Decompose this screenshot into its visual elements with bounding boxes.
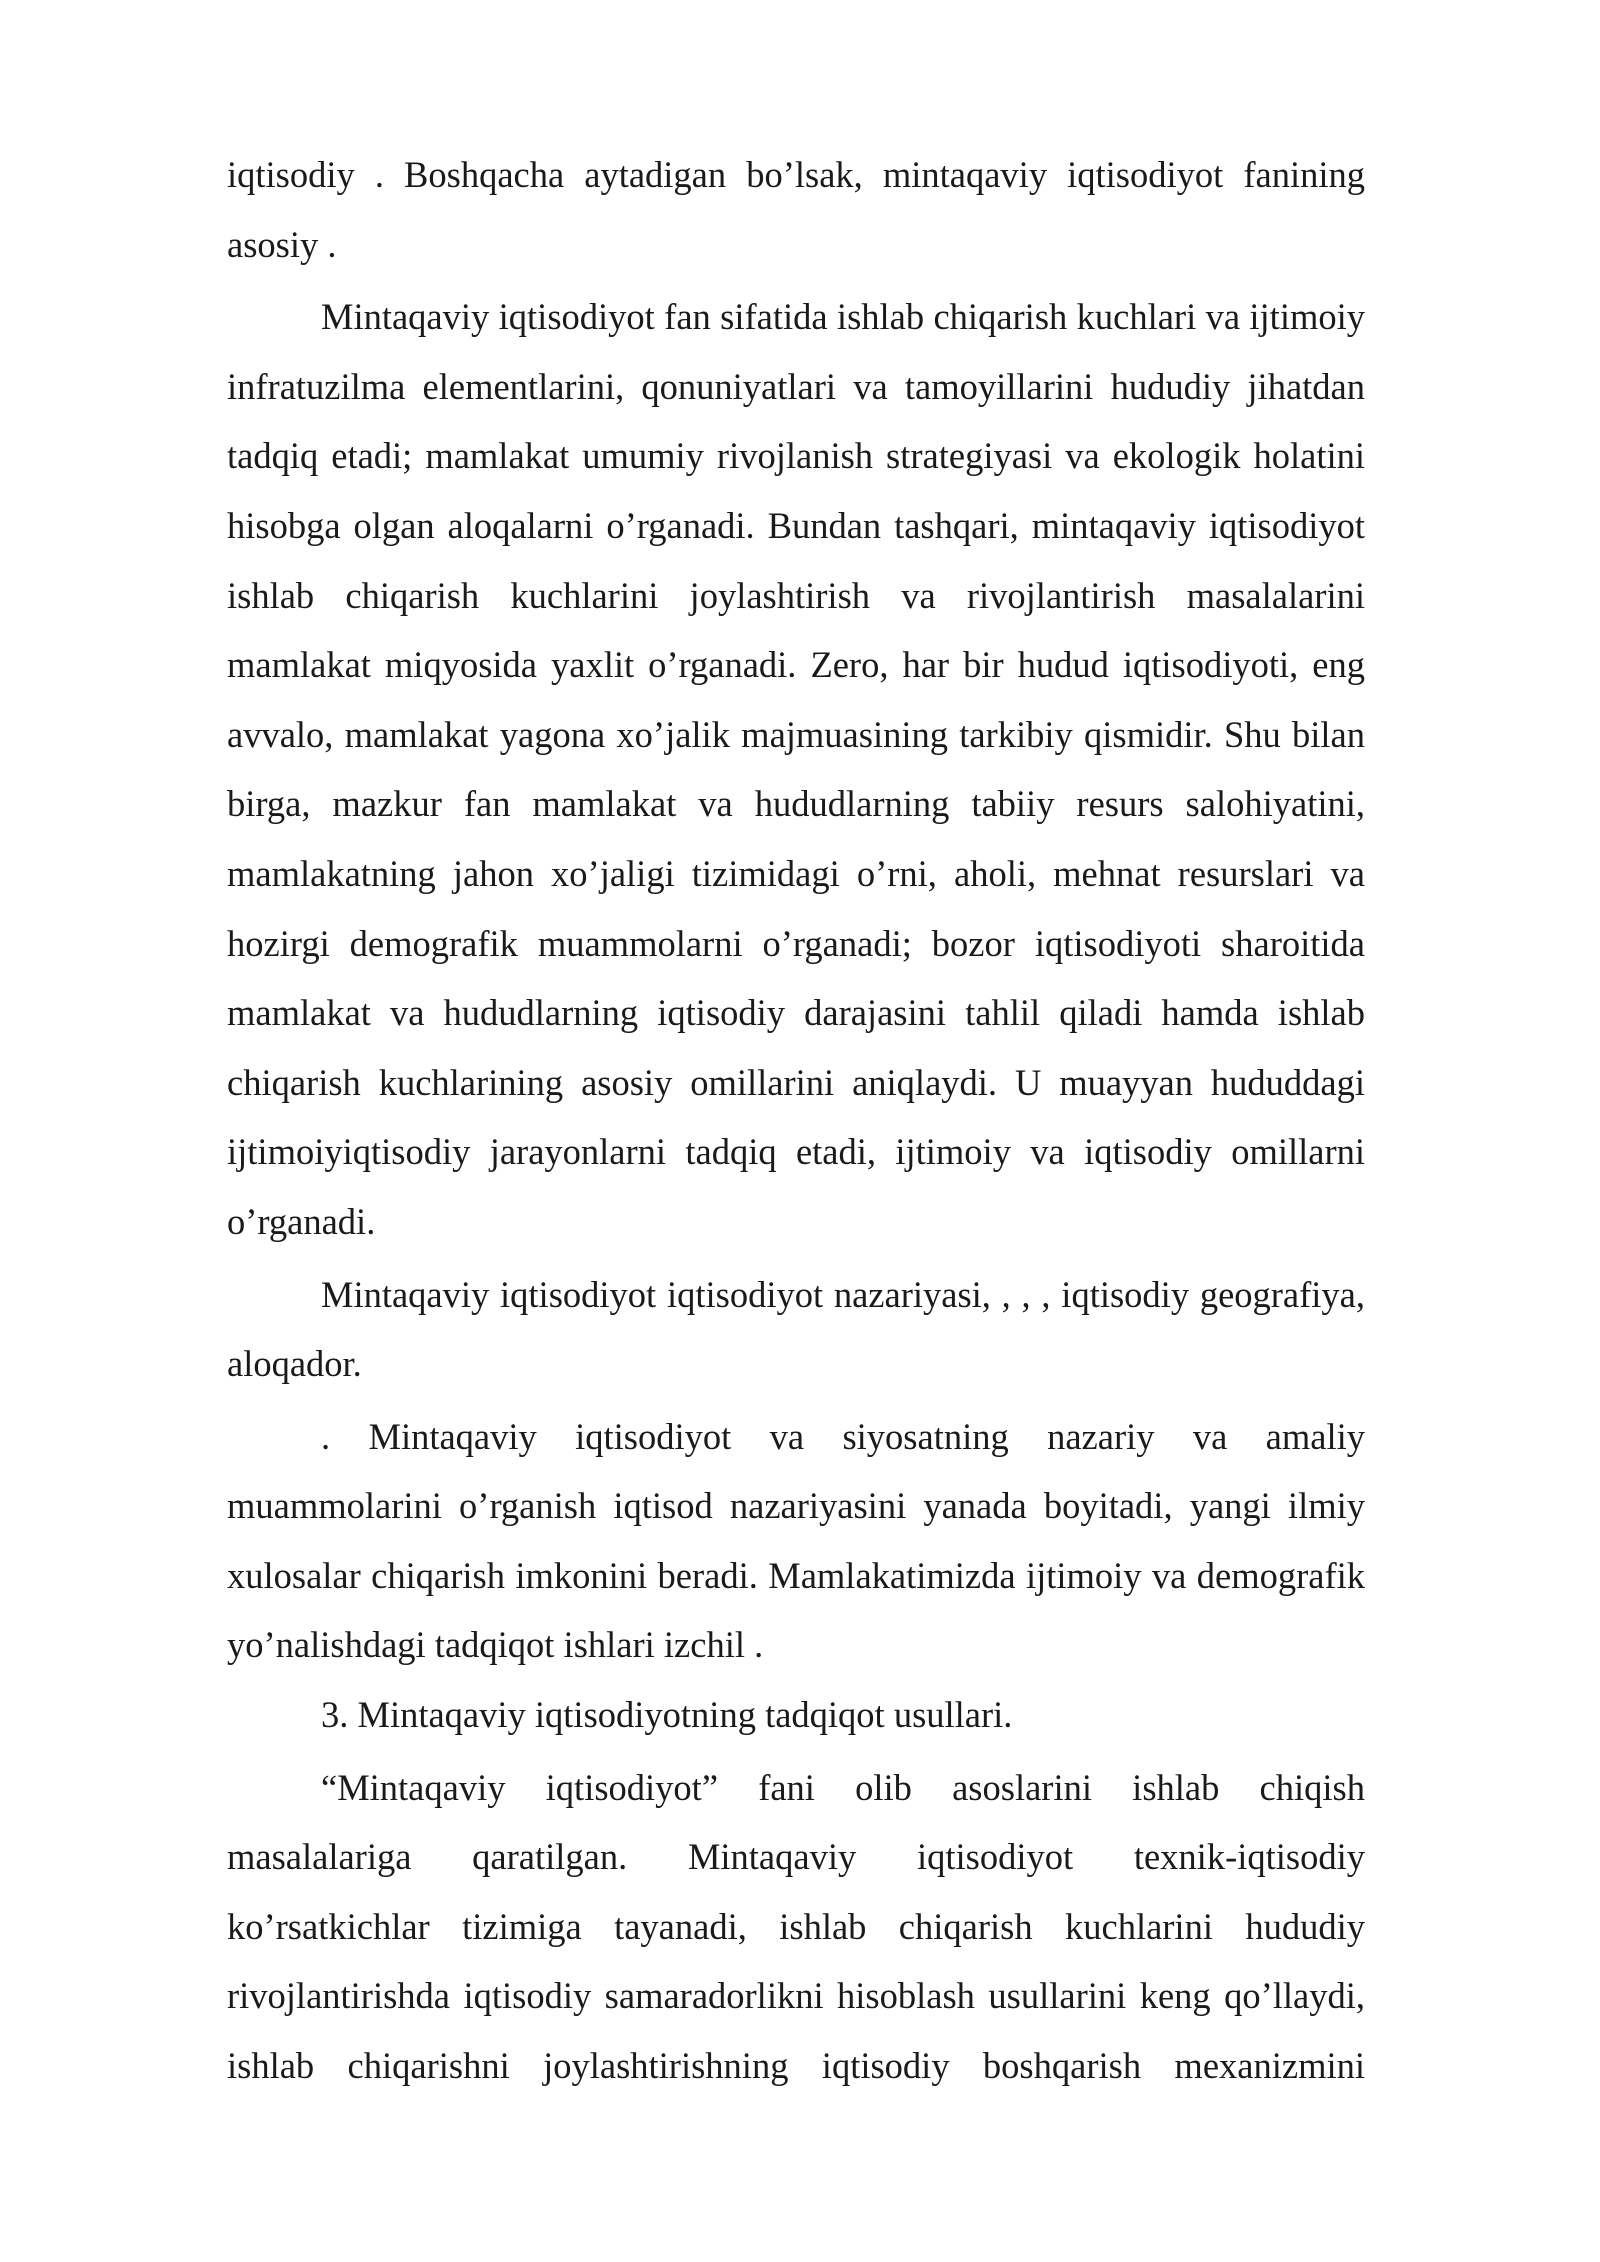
document-body [227, 140, 1365, 2101]
section-heading-research-methods: 3. Mintaqaviy iqtisodiyotning tadqiqot usullari. [321, 1694, 1013, 1736]
paragraph-intro-continuation: iqtisodiy . Boshqacha aytadigan bo’lsak, mintaqaviy iqtisodiyot fanining asosiy . [227, 154, 1365, 265]
paragraph-theory-practice: . Mintaqaviy iqtisodiyot va siyosatning nazariy va amaliy muammolarini o’rganish iqtisod nazariyasini yanada boyitadi, yangi ilmiy xulosalar chiqarish imkonini beradi. Mamlakatimizda ijtimoiy va demografik yo’nalishdagi tadqiqot ishlari izchil . [227, 1415, 1365, 1666]
paragraph-related-sciences: Mintaqaviy iqtisodiyot iqtisodiyot nazariyasi, , , , iqtisodiy geografiya, aloqador. [227, 1273, 1365, 1385]
paragraph-field-definition: Mintaqaviy iqtisodiyot fan sifatida ishlab chiqarish kuchlari va ijtimoiy infratuzilma elementlarini, qonuniyatlari va tamoyillarini hududiy jihatdan tadqiq etadi; mamlakat umumiy rivojlanish strategiyasi va ekologik holatini hisobga olgan aloqalarni o’rganadi. Bundan tashqari, mintaqaviy iqtisodiyot ishlab chiqarish kuchlarini joylashtirish va rivojlantirish masalalarini mamlakat miqyosida yaxlit o’rganadi. Zero, har bir hudud iqtisodiyoti, eng avvalo, mamlakat yagona xo’jalik majmuasining tarkibiy qismidir. Shu bilan birga, mazkur fan mamlakat va hududlarning tabiiy resurs salohiyatini, mamlakatning jahon xo’jaligi tizimidagi o’rni, aholi, mehnat resurslari va hozirgi demografik muammolarni o’rganadi; bozor iqtisodiyoti sharoitida mamlakat va hududlarning iqtisodiy darajasini tahlil qiladi hamda ishlab chiqarish kuchlarining asosiy omillarini aniqlaydi. U muayyan hududdagi ijtimoiyiqtisodiy jarayonlarni tadqiq etadi, ijtimoiy va iqtisodiy omillarni o’rganadi. [227, 296, 1365, 1242]
paragraph-research-methods: “Mintaqaviy iqtisodiyot” fani olib asoslarini ishlab chiqish masalalariga qaratilgan. Mintaqaviy iqtisodiyot texnik-iqtisodiy ko’rsatkichlar tizimiga tayanadi, ishlab chiqarish kuchlarini hududiy rivojlantirishda iqtisodiy samaradorlikni hisoblash usullarini keng qo’llaydi, ishlab chiqarishni joylashtirishning iqtisodiy boshqarish mexanizmini [227, 1766, 1365, 2087]
